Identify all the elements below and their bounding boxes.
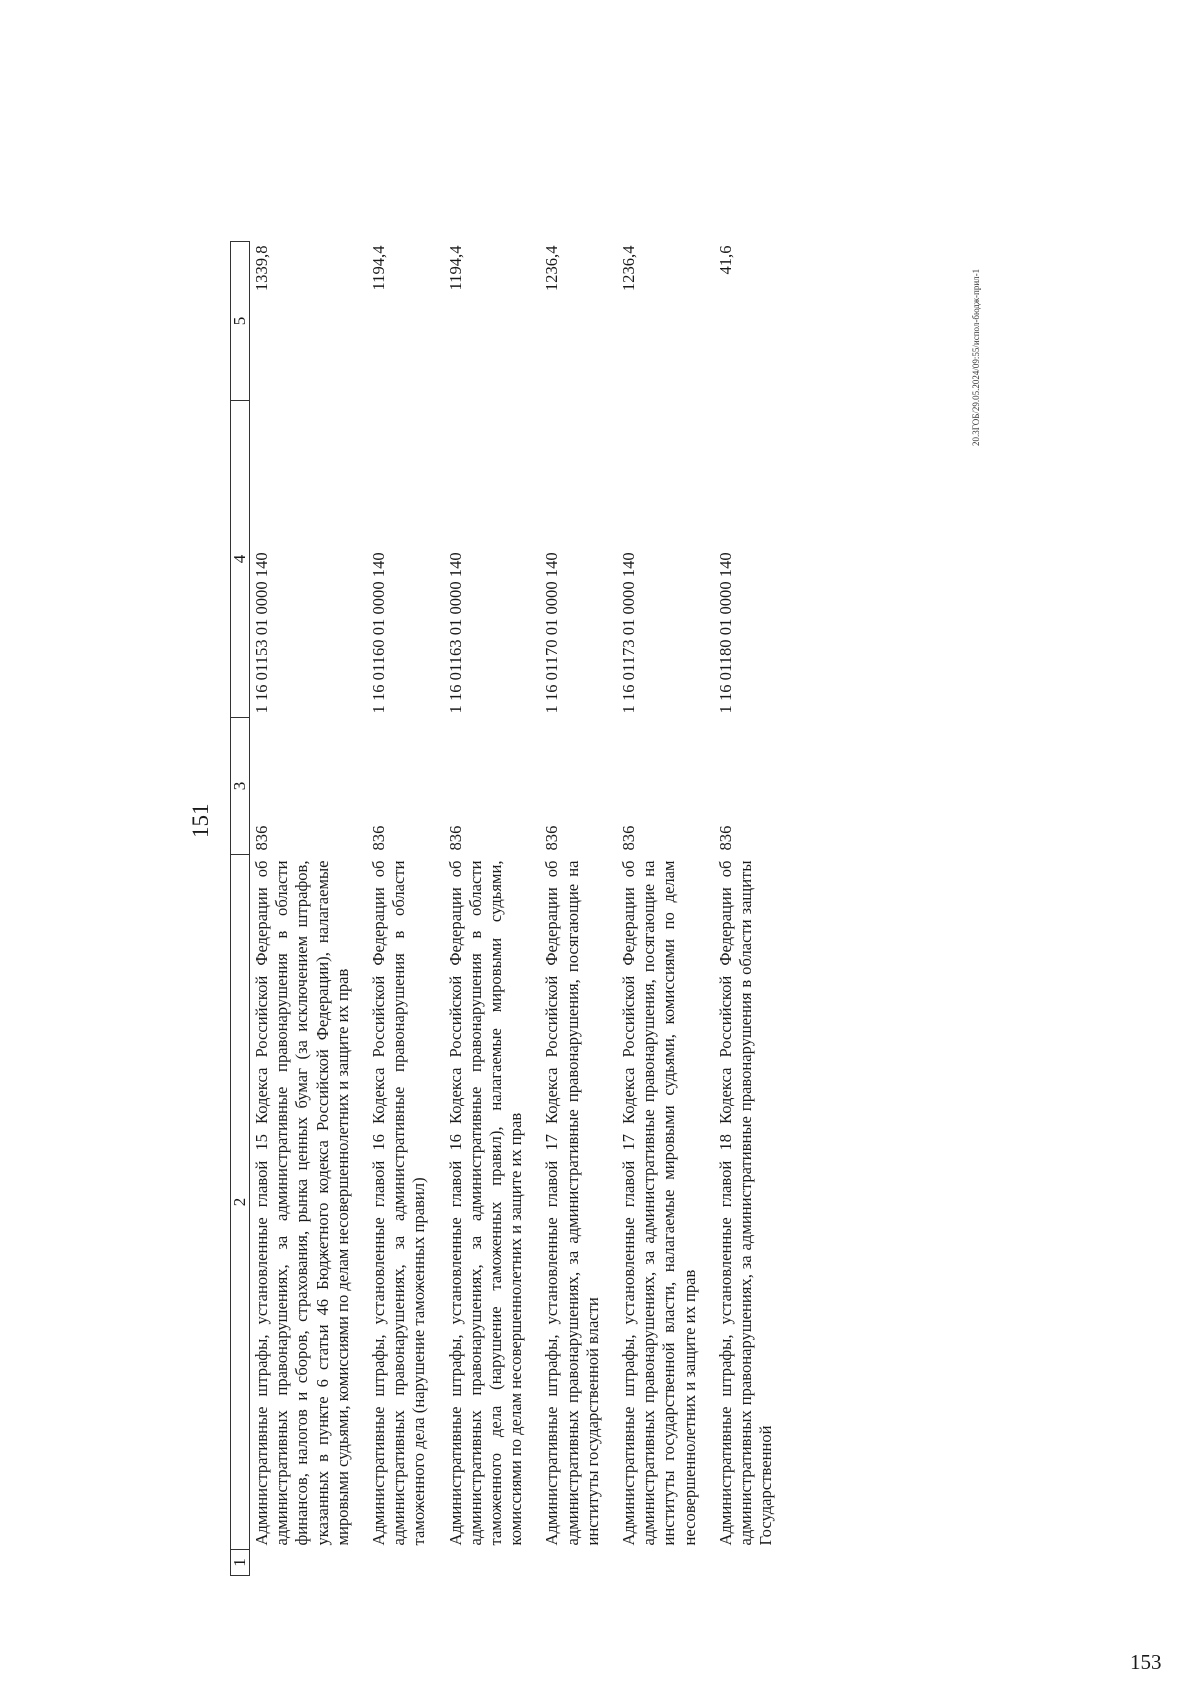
column-number-row (231, 242, 250, 1576)
row-kbk-code: 1 16 01180 01 0000 140 (715, 552, 735, 714)
row-description: Административные штрафы, установленные главой 18 Кодекса Российской Федерации об административных правонарушениях, за административные правонарушения в области защиты Государственной (715, 860, 776, 1546)
row-description: Административные штрафы, установленные главой 17 Кодекса Российской Федерации об административных правонарушениях, за административные правонарушения, посягающие на институты государственной власти (542, 860, 602, 1546)
row-kbk-code: 1 16 01170 01 0000 140 (542, 552, 562, 714)
row-amount: 1236,4 (542, 245, 562, 292)
row-index-cell (540, 1550, 617, 1576)
table-row (714, 242, 791, 1576)
row-description: Административные штрафы, установленные главой 17 Кодекса Российской Федерации об административных правонарушениях, за административные правонарушения, посягающие на институты государственной власти, налагаемые мировыми судьями, комиссиями по делам несовершеннолетних и защите их прав (619, 860, 699, 1546)
row-admin-code: 836 (619, 825, 639, 851)
row-amount: 41,6 (715, 245, 735, 275)
row-admin-code: 836 (445, 825, 465, 851)
table-row (367, 242, 444, 1576)
row-amount: 1194,4 (369, 245, 389, 291)
rotated-table-sheet (184, 163, 998, 1608)
column-header: 1 (231, 1550, 250, 1576)
page-number: 153 (1130, 1650, 1162, 1674)
row-kbk-code: 1 16 01153 01 0000 140 (252, 552, 271, 714)
row-kbk-code: 1 16 01173 01 0000 140 (619, 552, 639, 714)
row-index-cell (444, 1550, 541, 1576)
row-description: Административные штрафы, установленные главой 16 Кодекса Российской Федерации об административных правонарушениях, за административные правонарушения в области таможенного дела (нарушение таможенных правил) (369, 860, 429, 1546)
column-header: 5 (231, 242, 250, 401)
row-admin-code: 836 (715, 825, 735, 851)
row-description: Административные штрафы, установленные главой 16 Кодекса Российской Федерации об административных правонарушениях, за административные правонарушения в области таможенного дела (нарушение таможенных правил), налагаемые мировыми судьями, комиссиями по делам несовершеннолетних и защите их прав (445, 860, 526, 1546)
row-description: Административные штрафы, установленные главой 15 Кодекса Российской Федерации об административных правонарушениях, за административные правонарушения в области финансов, налогов и сборов, страхования, рынка ценных бумаг (за исключением штрафов, указанных в пункте 6 статьи 46 Бюджетного кодекса Российской Федерации), налагаемые мировыми судьями, комиссиями по делам несовершеннолетних и защите их прав (252, 860, 352, 1546)
row-amount: 1236,4 (619, 245, 639, 292)
row-admin-code: 836 (252, 825, 271, 851)
row-admin-code: 836 (542, 825, 562, 851)
row-index-cell (250, 1550, 368, 1576)
row-index-cell (617, 1550, 714, 1576)
table-row (444, 242, 541, 1576)
document-footer-note: 20.3ГОБ/29.05.2024/09:55/испол-бюдж-прил-1 (971, 268, 981, 446)
row-index-cell (367, 1550, 444, 1576)
row-kbk-code: 1 16 01160 01 0000 140 (369, 552, 389, 714)
column-header: 2 (231, 855, 250, 1550)
row-amount: 1339,8 (252, 245, 271, 292)
sheet-number: 151 (188, 803, 213, 838)
row-admin-code: 836 (369, 825, 389, 851)
table-row (540, 242, 617, 1576)
row-kbk-code: 1 16 01163 01 0000 140 (445, 552, 465, 714)
revenue-table (230, 241, 790, 1576)
table-row (617, 242, 714, 1576)
row-index-cell (714, 1550, 791, 1576)
table-row (250, 242, 368, 1576)
row-amount: 1194,4 (445, 245, 465, 291)
column-header: 4 (231, 401, 250, 718)
column-header: 3 (231, 718, 250, 855)
